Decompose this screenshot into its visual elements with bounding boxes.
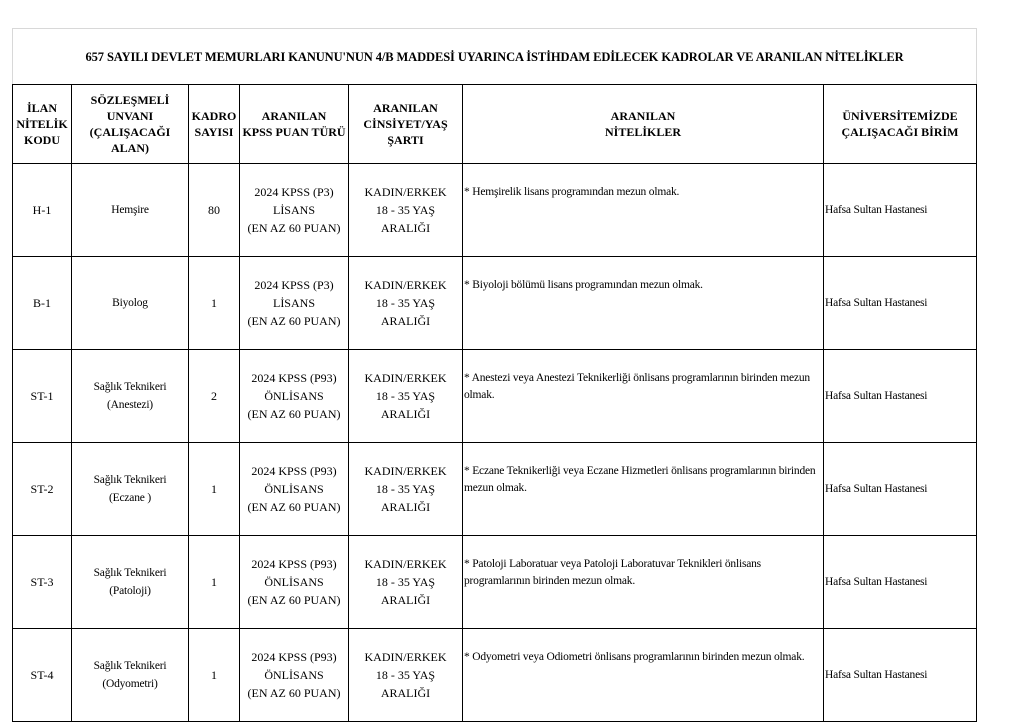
cell-kpss <box>240 257 349 350</box>
kpss-line: LİSANS <box>272 203 315 217</box>
positions-document <box>12 28 976 722</box>
table-row <box>13 536 977 629</box>
cell-count: 1 <box>189 257 240 350</box>
gender-age-line: KADIN/ERKEK <box>364 371 447 385</box>
title-line: Biyolog <box>112 297 148 309</box>
cell-qualification: * Eczane Teknikerliği veya Eczane Hizmetleri önlisans programlarının birinden mezun olmak. <box>463 443 824 536</box>
title-line: (Anestezi) <box>107 399 153 411</box>
title-line: Sağlık Teknikeri <box>93 660 167 672</box>
gender-age-line: 18 - 35 YAŞ ARALIĞI <box>375 668 436 700</box>
cell-count: 2 <box>189 350 240 443</box>
cell-title <box>72 536 189 629</box>
kpss-line: (EN AZ 60 PUAN) <box>247 314 341 328</box>
cell-qualification: * Hemşirelik lisans programından mezun olmak. <box>463 164 824 257</box>
cell-kpss <box>240 350 349 443</box>
cell-unit: Hafsa Sultan Hastanesi <box>824 536 977 629</box>
cell-code: H-1 <box>13 164 72 257</box>
cell-gender-age <box>349 164 463 257</box>
kpss-line: 2024 KPSS (P93) <box>251 557 337 571</box>
title-line: Sağlık Teknikeri <box>93 567 167 579</box>
kpss-line: (EN AZ 60 PUAN) <box>247 500 341 514</box>
document-title: 657 SAYILI DEVLET MEMURLARI KANUNU'NUN 4/B MADDESİ UYARINCA İSTİHDAM EDİLECEK KADROLAR VE ARANILAN NİTELİKLER <box>13 29 977 85</box>
header-count: KADRO SAYISI <box>189 85 240 164</box>
header-code: İLAN NİTELİK KODU <box>13 85 72 164</box>
cell-gender-age <box>349 443 463 536</box>
cell-title <box>72 350 189 443</box>
gender-age-line: KADIN/ERKEK <box>364 278 447 292</box>
cell-count: 1 <box>189 443 240 536</box>
table-row <box>13 257 977 350</box>
title-line: (Patoloji) <box>109 585 151 597</box>
cell-count: 1 <box>189 536 240 629</box>
kpss-line: (EN AZ 60 PUAN) <box>247 407 341 421</box>
kpss-line: (EN AZ 60 PUAN) <box>247 686 341 700</box>
kpss-line: ÖNLİSANS <box>264 575 324 589</box>
cell-kpss <box>240 536 349 629</box>
cell-kpss <box>240 164 349 257</box>
cell-code: B-1 <box>13 257 72 350</box>
cell-gender-age <box>349 257 463 350</box>
title-line: Sağlık Teknikeri <box>93 474 167 486</box>
cell-gender-age <box>349 350 463 443</box>
header-row <box>13 85 977 164</box>
gender-age-line: KADIN/ERKEK <box>364 185 447 199</box>
kpss-line: 2024 KPSS (P3) <box>254 278 334 292</box>
positions-table <box>12 28 977 722</box>
title-line: (Odyometri) <box>102 678 158 690</box>
title-line: Hemşire <box>111 204 149 216</box>
kpss-line: ÖNLİSANS <box>264 668 324 682</box>
cell-gender-age <box>349 536 463 629</box>
kpss-line: 2024 KPSS (P93) <box>251 650 337 664</box>
cell-code: ST-2 <box>13 443 72 536</box>
cell-code: ST-1 <box>13 350 72 443</box>
header-title: SÖZLEŞMELİ UNVANI (ÇALIŞACAĞI ALAN) <box>72 85 189 164</box>
cell-qualification: * Patoloji Laboratuar veya Patoloji Laboratuvar Teknikleri önlisans programlarının birinden mezun olmak. <box>463 536 824 629</box>
header-qualifications: ARANILAN NİTELİKLER <box>463 85 824 164</box>
cell-unit: Hafsa Sultan Hastanesi <box>824 257 977 350</box>
cell-code: ST-4 <box>13 629 72 722</box>
cell-unit: Hafsa Sultan Hastanesi <box>824 350 977 443</box>
table-row <box>13 629 977 722</box>
cell-kpss <box>240 443 349 536</box>
kpss-line: (EN AZ 60 PUAN) <box>247 593 341 607</box>
table-row <box>13 443 977 536</box>
cell-kpss <box>240 629 349 722</box>
title-line: (Eczane ) <box>109 492 151 504</box>
cell-qualification: * Anestezi veya Anestezi Teknikerliği önlisans programlarının birinden mezun olmak. <box>463 350 824 443</box>
cell-title <box>72 257 189 350</box>
title-line: Sağlık Teknikeri <box>93 381 167 393</box>
kpss-line: 2024 KPSS (P3) <box>254 185 334 199</box>
gender-age-line: KADIN/ERKEK <box>364 464 447 478</box>
kpss-line: LİSANS <box>272 296 315 310</box>
kpss-line: 2024 KPSS (P93) <box>251 371 337 385</box>
gender-age-line: 18 - 35 YAŞ ARALIĞI <box>375 389 436 421</box>
table-row <box>13 350 977 443</box>
cell-code: ST-3 <box>13 536 72 629</box>
cell-title <box>72 164 189 257</box>
gender-age-line: 18 - 35 YAŞ ARALIĞI <box>375 482 436 514</box>
cell-gender-age <box>349 629 463 722</box>
cell-unit: Hafsa Sultan Hastanesi <box>824 164 977 257</box>
table-row <box>13 164 977 257</box>
kpss-line: (EN AZ 60 PUAN) <box>247 221 341 235</box>
cell-count: 80 <box>189 164 240 257</box>
gender-age-line: 18 - 35 YAŞ ARALIĞI <box>375 203 436 235</box>
header-unit: ÜNİVERSİTEMİZDE ÇALIŞACAĞI BİRİM <box>824 85 977 164</box>
gender-age-line: 18 - 35 YAŞ ARALIĞI <box>375 575 436 607</box>
title-row <box>13 29 977 85</box>
kpss-line: 2024 KPSS (P93) <box>251 464 337 478</box>
gender-age-line: KADIN/ERKEK <box>364 650 447 664</box>
kpss-line: ÖNLİSANS <box>264 482 324 496</box>
kpss-line: ÖNLİSANS <box>264 389 324 403</box>
cell-title <box>72 629 189 722</box>
cell-unit: Hafsa Sultan Hastanesi <box>824 443 977 536</box>
header-kpss: ARANILAN KPSS PUAN TÜRÜ <box>240 85 349 164</box>
header-gender-age: ARANILAN CİNSİYET/YAŞ ŞARTI <box>349 85 463 164</box>
cell-title <box>72 443 189 536</box>
gender-age-line: 18 - 35 YAŞ ARALIĞI <box>375 296 436 328</box>
cell-qualification: * Biyoloji bölümü lisans programından mezun olmak. <box>463 257 824 350</box>
cell-unit: Hafsa Sultan Hastanesi <box>824 629 977 722</box>
gender-age-line: KADIN/ERKEK <box>364 557 447 571</box>
cell-qualification: * Odyometri veya Odiometri önlisans programlarının birinden mezun olmak. <box>463 629 824 722</box>
cell-count: 1 <box>189 629 240 722</box>
